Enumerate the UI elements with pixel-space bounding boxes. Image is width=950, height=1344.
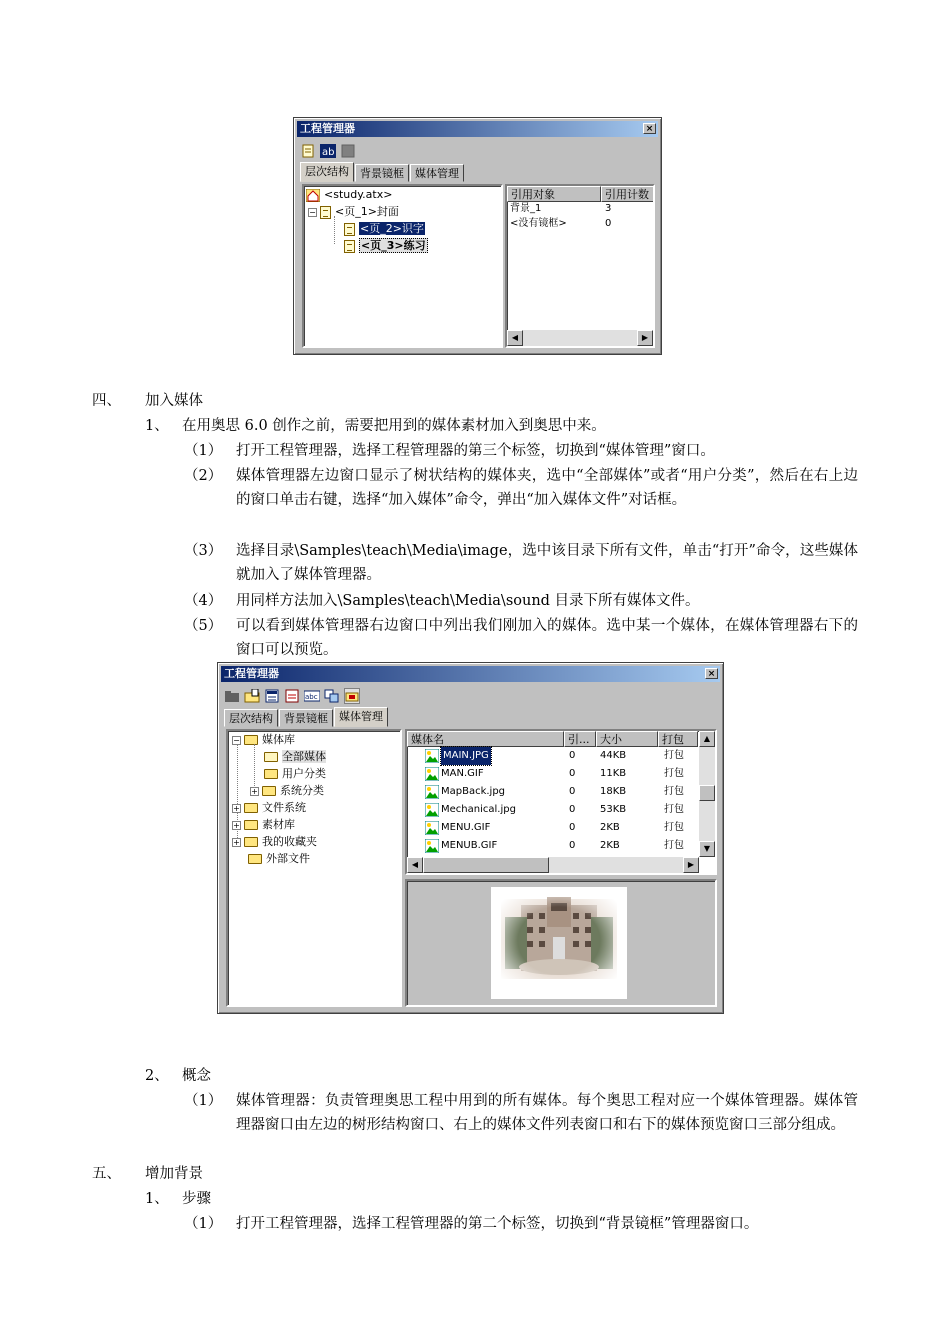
- reference-list-pane[interactable]: [505, 184, 655, 348]
- scroll-right-icon[interactable]: ▶: [637, 330, 653, 346]
- tab-hierarchy[interactable]: 层次结构: [300, 162, 354, 182]
- item-number: （2）: [184, 468, 223, 484]
- tree-item-system-category[interactable]: + 系统分类: [251, 784, 324, 797]
- concept-number: （1）: [184, 1093, 223, 1109]
- media-row[interactable]: [407, 837, 699, 855]
- media-ref-cell: 0: [569, 750, 576, 761]
- rename-icon[interactable]: [304, 688, 320, 704]
- scroll-thumb[interactable]: [423, 857, 549, 873]
- ref-cell-count: 0: [605, 218, 612, 229]
- home-icon: [306, 189, 320, 202]
- expand-icon[interactable]: +: [233, 803, 240, 813]
- item-text: 可以看到媒体管理器右边窗口中列出我们刚加入的媒体。选中某一个媒体，在媒体管理器右下的窗口可以预览。: [236, 618, 858, 658]
- copy-icon[interactable]: [324, 688, 340, 704]
- media-ref-cell: 0: [569, 768, 576, 779]
- add-media-icon[interactable]: [244, 688, 260, 704]
- vertical-scrollbar[interactable]: [699, 731, 715, 857]
- media-preview-pane[interactable]: [405, 879, 717, 1007]
- close-button[interactable]: ×: [643, 123, 656, 134]
- tab-strip: [224, 709, 389, 727]
- media-row[interactable]: [407, 801, 699, 819]
- delete-media-icon[interactable]: [284, 688, 300, 704]
- svg-text:abc: abc: [305, 693, 318, 701]
- media-size-cell: 11KB: [600, 768, 627, 779]
- media-ref-cell: 0: [569, 786, 576, 797]
- tree-item-file-system[interactable]: + 文件系统: [233, 801, 306, 814]
- ref-cell-name: 背景_1: [510, 203, 542, 214]
- toolbar: [300, 142, 356, 160]
- page-icon: [344, 223, 355, 236]
- tab-background-frame[interactable]: 背景镜框: [355, 164, 409, 182]
- media-size-cell: 44KB: [600, 750, 627, 761]
- scroll-right-icon[interactable]: ▶: [683, 857, 699, 873]
- expand-icon[interactable]: +: [233, 820, 240, 830]
- delete-icon[interactable]: [340, 143, 356, 159]
- section-5-step-number: 1、: [145, 1191, 169, 1207]
- media-row[interactable]: [407, 819, 699, 837]
- section-5-item-number: （1）: [184, 1216, 223, 1232]
- image-file-icon: [425, 785, 439, 799]
- media-name-cell: MENUB.GIF: [441, 840, 498, 851]
- collapse-icon[interactable]: −: [233, 735, 240, 745]
- expand-icon[interactable]: +: [251, 786, 258, 796]
- media-name-cell: MAN.GIF: [441, 768, 484, 779]
- column-header-ref-object[interactable]: 引用对象: [507, 186, 601, 202]
- media-name-cell: MAIN.JPG: [441, 747, 491, 765]
- media-size-cell: 53KB: [600, 804, 627, 815]
- scroll-down-icon[interactable]: ▼: [699, 841, 715, 857]
- toolbar: [224, 687, 360, 705]
- concept-text: 媒体管理器：负责管理奥思工程中用到的所有媒体。每个奥思工程对应一个媒体管理器。媒体管理器窗口由左边的树形结构窗口、右上的媒体文件列表窗口和右下的媒体预览窗口三部分组成。: [236, 1093, 858, 1133]
- media-row[interactable]: [407, 765, 699, 783]
- page-icon: [344, 240, 355, 253]
- tree-item-media-library[interactable]: − 媒体库: [233, 733, 295, 746]
- media-folder-tree-pane[interactable]: [226, 729, 402, 1007]
- media-ref-cell: 0: [569, 804, 576, 815]
- media-package-cell: 打包: [664, 786, 684, 797]
- media-size-cell: 18KB: [600, 786, 627, 797]
- item-number: （4）: [184, 593, 223, 609]
- media-package-cell: 打包: [664, 768, 684, 779]
- page-icon: [320, 206, 331, 219]
- open-folder-icon[interactable]: [344, 688, 360, 704]
- image-file-icon: [425, 839, 439, 853]
- media-ref-cell: 0: [569, 840, 576, 851]
- scroll-thumb[interactable]: [699, 785, 715, 801]
- project-manager-window-media: [217, 662, 724, 1014]
- media-name-cell: Mechanical.jpg: [441, 804, 516, 815]
- tab-media-manager[interactable]: 媒体管理: [410, 164, 464, 182]
- folder-icon: [262, 786, 276, 796]
- media-ref-cell: 0: [569, 822, 576, 833]
- step-2-title: 概念: [182, 1068, 211, 1084]
- column-header-media-name[interactable]: 媒体名: [407, 731, 564, 747]
- tree-item-page3[interactable]: <页_3>练习: [344, 238, 428, 254]
- section-5-number: 五、: [92, 1166, 121, 1182]
- item-text: 打开工程管理器，选择工程管理器的第三个标签，切换到“媒体管理”窗口。: [236, 443, 715, 459]
- tree-item-user-category[interactable]: 用户分类: [264, 766, 326, 782]
- media-size-cell: 2KB: [600, 822, 620, 833]
- tree-root[interactable]: <study.atx>: [306, 187, 392, 203]
- column-header-size[interactable]: 大小: [596, 731, 658, 747]
- properties-icon[interactable]: [264, 688, 280, 704]
- collapse-icon[interactable]: −: [309, 207, 316, 217]
- tree-item-material-library[interactable]: + 素材库: [233, 818, 295, 831]
- expand-icon[interactable]: +: [233, 837, 240, 847]
- tree-item-external-files[interactable]: 外部文件: [248, 851, 310, 867]
- tab-media-manager[interactable]: 媒体管理: [334, 707, 388, 727]
- folder-icon: [244, 837, 258, 847]
- horizontal-scrollbar[interactable]: [407, 857, 699, 873]
- tab-hierarchy[interactable]: 层次结构: [224, 709, 278, 727]
- window-title-bar[interactable]: [221, 666, 720, 682]
- image-file-icon: [425, 821, 439, 835]
- step-2-number: 2、: [145, 1068, 169, 1084]
- folder-icon: [264, 769, 278, 779]
- media-name-cell: MENU.GIF: [441, 822, 491, 833]
- media-package-cell: 打包: [664, 804, 684, 815]
- tree-item-favorites[interactable]: + 我的收藏夹: [233, 835, 317, 848]
- image-file-icon: [425, 749, 439, 763]
- item-text: 选择目录\Samples\teach\Media\image，选中该目录下所有文件，单击“打开”命令，这些媒体就加入了媒体管理器。: [236, 543, 858, 583]
- section-5-step-title: 步骤: [182, 1191, 211, 1207]
- tab-strip: [300, 164, 465, 182]
- svg-text:ab: ab: [322, 147, 335, 158]
- tree-item-page2[interactable]: <页_2>识字: [344, 221, 425, 237]
- step-1-text: 在用奥思 6.0 创作之前，需要把用到的媒体素材加入到奥思中来。: [182, 418, 606, 434]
- media-package-cell: 打包: [664, 822, 684, 833]
- section-4-title: 加入媒体: [145, 393, 203, 409]
- folder-icon: [248, 854, 262, 864]
- hierarchy-tree-pane[interactable]: [302, 184, 503, 348]
- item-number: （1）: [184, 443, 223, 459]
- close-button[interactable]: ×: [705, 668, 718, 679]
- item-number: （3）: [184, 543, 223, 559]
- folder-icon: [244, 735, 258, 745]
- media-size-cell: 2KB: [600, 840, 620, 851]
- open-folder-icon: [264, 752, 278, 762]
- image-file-icon: [425, 803, 439, 817]
- item-number: （5）: [184, 618, 223, 634]
- media-row[interactable]: [407, 747, 699, 765]
- tree-item-all-media[interactable]: 全部媒体: [264, 749, 326, 765]
- media-name-cell: MapBack.jpg: [441, 786, 506, 797]
- rename-icon[interactable]: [320, 143, 336, 159]
- window-title: 工程管理器: [300, 122, 355, 135]
- media-package-cell: 打包: [664, 840, 684, 851]
- tree-connector: [334, 216, 335, 244]
- scroll-up-icon[interactable]: ▲: [699, 731, 715, 747]
- folder-icon: [244, 803, 258, 813]
- column-header-ref-count[interactable]: 引用计数: [601, 186, 655, 202]
- section-5-item-text: 打开工程管理器，选择工程管理器的第二个标签，切换到“背景镜框”管理器窗口。: [236, 1216, 759, 1232]
- item-text: 用同样方法加入\Samples\teach\Media\sound 目录下所有媒体文件。: [236, 593, 700, 609]
- step-1-number: 1、: [145, 418, 169, 434]
- media-file-list-pane[interactable]: [405, 729, 717, 875]
- scroll-left-icon[interactable]: ◀: [507, 330, 523, 346]
- media-row[interactable]: [407, 783, 699, 801]
- preview-image: [491, 887, 627, 999]
- column-header-ref[interactable]: 引...: [564, 731, 596, 747]
- media-package-cell: 打包: [664, 750, 684, 761]
- project-manager-window-hierarchy: [293, 117, 662, 355]
- column-header-package[interactable]: 打包: [658, 731, 698, 747]
- ref-cell-count: 3: [605, 203, 612, 214]
- folder-icon: [244, 820, 258, 830]
- item-text: 媒体管理器左边窗口显示了树状结构的媒体夹，选中“全部媒体”或者“用户分类”，然后在右上边的窗口单击右键，选择“加入媒体”命令，弹出“加入媒体文件”对话框。: [236, 468, 858, 508]
- new-page-icon[interactable]: [300, 143, 316, 159]
- tree-item-page1[interactable]: − <页_1>封面: [309, 205, 399, 218]
- scroll-left-icon[interactable]: ◀: [407, 857, 423, 873]
- section-5-title: 增加背景: [145, 1166, 203, 1182]
- new-folder-icon[interactable]: [224, 688, 240, 704]
- tab-background-frame[interactable]: 背景镜框: [279, 709, 333, 727]
- window-title: 工程管理器: [224, 667, 279, 680]
- horizontal-scrollbar[interactable]: [507, 330, 653, 346]
- image-file-icon: [425, 767, 439, 781]
- window-title-bar[interactable]: [297, 121, 658, 137]
- ref-cell-name: <没有镜框>: [510, 218, 567, 229]
- section-4-number: 四、: [92, 393, 121, 409]
